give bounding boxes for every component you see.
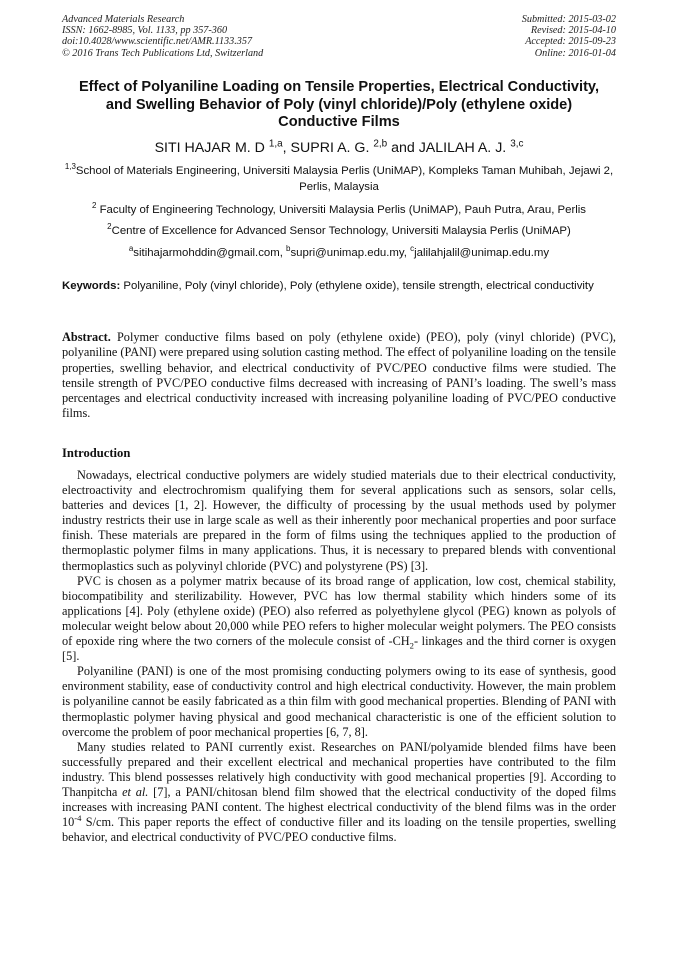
affiliation-superscript: 1,3 [64, 162, 76, 172]
journal-name: Advanced Materials Research [62, 14, 185, 25]
et-al: et al. [122, 784, 149, 799]
abstract-text: Polymer conductive films based on poly (ethylene oxide) (PEO), poly (vinyl chloride) (PVC), polyaniline (PANI) were prepared using solution casting method. The effect of polyaniline loading on the tensile properties, swelling behavior, and electrical conductivity of PVC/PEO conductive films were studied. The tensile strength of PVC/PEO conductive films decreased with increasing of PANI’s loading. The swell’s mass percentages and electrical conductivity increased with increasing polyaniline loading of PVC/PEO conductive films. [62, 330, 616, 421]
author-separator: and [387, 140, 419, 156]
paragraph [62, 574, 616, 665]
paragraph-text: Many studies related to PANI currently exist. Researches on PANI/polyamide blended films have been successfully prepared and their excellent electrical and mechanical properties have contributed to the film industry. This blend possesses relatively high conductivity with good mechanical properties [9]. According to Thanpitcha [62, 739, 616, 799]
author-superscript: 2,b [373, 138, 388, 150]
submitted-date: Submitted: 2015-03-02 [521, 14, 616, 25]
affiliation-text: Centre of Excellence for Advanced Sensor Technology, Universiti Malaysia Perlis (UniMAP) [111, 225, 571, 237]
revised-date: Revised: 2015-04-10 [530, 25, 616, 37]
journal-header-right [522, 14, 616, 59]
author-name: JALILAH A. J. [418, 140, 511, 156]
affiliation-1 [55, 164, 623, 195]
journal-header-left [62, 14, 263, 59]
email-superscript: a [128, 244, 134, 254]
doi[interactable]: doi:10.4028/www.scientific.net/AMR.1133.357 [62, 36, 253, 48]
email-line [55, 246, 623, 262]
paragraph-text: PVC is chosen as a polymer matrix because of its broad range of application, low cost, chemical stability, biocompatibility and sterilizability. However, PVC has low thermal stability which hinders some of its applications [4]. Poly (ethylene oxide) (PEO) also referred as polyethylene glycol (PEG) known as polyols of molecular weight below about 20,000 while PEO refers to higher molecular weight polymers. The PEO consists of epoxide ring where the two corners of the molecule consist of -CH [62, 573, 616, 649]
keywords [62, 279, 616, 294]
author-superscript: 3,c [510, 138, 524, 150]
subscript: 2 [409, 640, 414, 651]
email-superscript: b [286, 244, 291, 254]
affiliation-superscript: 2 [107, 222, 112, 232]
email-superscript: c [410, 244, 415, 254]
affiliation-superscript: 2 [91, 201, 97, 211]
paragraph: Polyaniline (PANI) is one of the most promising conducting polymers owing to its ease of synthesis, good environment stability, ease of conductivity control and high electrical conductivity. However, the main problem is polyaniline cannot be easily fabricated as a thin film with good mechanical properties. Blending of PANI with thermoplastic polymer having physical and good mechanical characteristic is one of the efficient solution to overcome the problem of poor mechanical properties [6, 7, 8]. [62, 664, 616, 739]
email-address[interactable]: jalilahjalil@unimap.edu.my [414, 247, 550, 259]
keywords-text: Polyaniline, Poly (vinyl chloride), Poly (ethylene oxide), tensile strength, electrical conductivity [120, 280, 594, 292]
author-name: SUPRI A. G. [290, 140, 374, 156]
keywords-label: Keywords: [62, 280, 121, 292]
section-heading-introduction: Introduction [62, 446, 131, 460]
affiliation-text: Faculty of Engineering Technology, Universiti Malaysia Perlis (UniMAP), Pauh Putra, Arau, Perlis [96, 204, 587, 216]
online-date: Online: 2016-01-04 [534, 47, 616, 59]
email-address[interactable]: sitihajarmohddin@gmail.com, [133, 247, 287, 259]
paragraph-text: - linkages and the third corner is oxygen [5]. [62, 634, 616, 664]
paragraph [62, 740, 616, 846]
copyright: © 2016 Trans Tech Publications Ltd, Switzerland [62, 47, 264, 59]
author-superscript: 1,a [268, 138, 283, 150]
issn: ISSN: 1662-8985, Vol. 1133, pp 357-360 [62, 25, 228, 37]
affiliation-2 [55, 203, 623, 219]
email-address[interactable]: supri@unimap.edu.my, [290, 247, 411, 259]
author-list [60, 139, 618, 157]
paragraph-text: S/cm. This paper reports the effect of conductive filler and its loading on the tensile properties, swelling behavior, and electrical conductivity of PVC/PEO conductive films. [62, 815, 616, 845]
introduction-body [62, 468, 616, 845]
paragraph-text: [7], a PANI/chitosan blend film showed that the electrical conductivity of the doped films increases with increasing PANI content. The highest electrical conductivity of the blend films was in the order 10 [62, 784, 617, 830]
author-separator: , [282, 140, 291, 156]
abstract-label: Abstract. [62, 330, 111, 344]
accepted-date: Accepted: 2015-09-23 [525, 36, 616, 48]
affiliation-3 [55, 224, 623, 240]
exponent: -4 [74, 813, 82, 824]
author-name: SITI HAJAR M. D [154, 140, 269, 156]
affiliation-text: School of Materials Engineering, Universiti Malaysia Perlis (UniMAP), Kompleks Taman Muhibah, Jejawi 2, Perlis, Malaysia [75, 165, 614, 193]
paragraph: Nowadays, electrical conductive polymers are widely studied materials due to their electrical conductivity, electroactivity and electrochromism qualifying them for several applications such as sensors, solar cells, batteries and devices [1, 2]. However, the difficulty of processing by the usual methods used by polymer industry restricts their use in large scale as well as their inherently poor mechanical properties and poor surface finish. These materials are prepared in the form of films using the techniques applied to the production of thermoplastic polymer films in many applications. Thus, it is necessary to prepared blends with conventional thermoplastics such as polyvinyl chloride (PVC) and polystyrene (PS) [3]. [62, 468, 616, 573]
abstract [62, 330, 616, 422]
paper-title: Effect of Polyaniline Loading on Tensile Properties, Electrical Conductivity, and Swelling Behavior of Poly (vinyl chloride)/Poly (ethylene oxide) Conductive Films [78, 79, 600, 130]
